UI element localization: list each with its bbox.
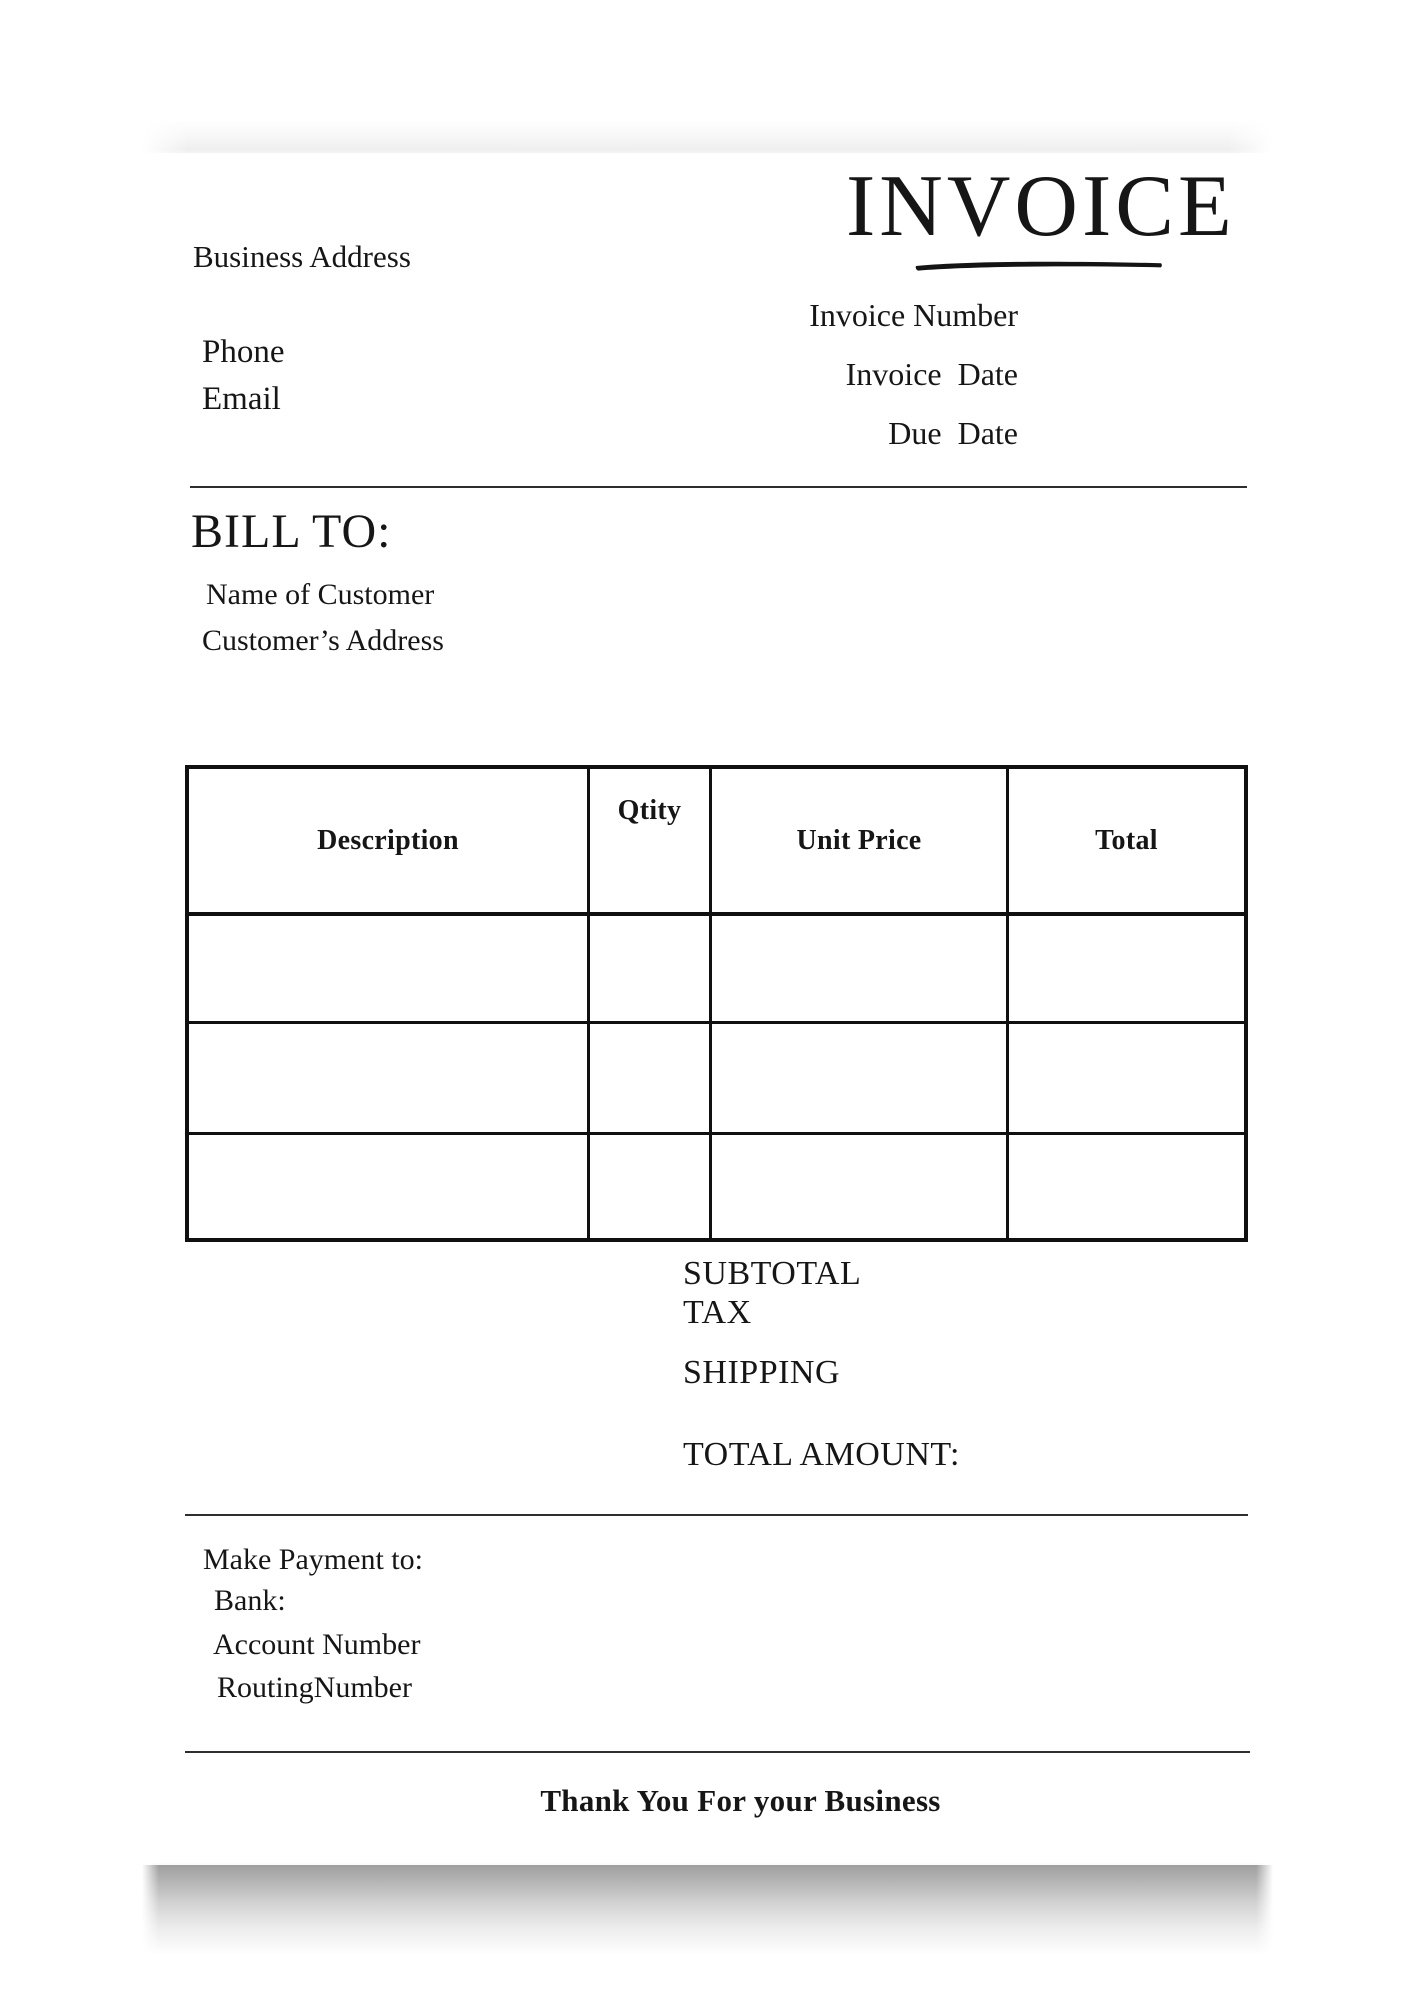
invoice-number-label: Invoice Number [809,297,1018,333]
header-divider-line [190,486,1247,488]
table-cell [712,916,1009,1024]
shipping-label: SHIPPING [683,1354,841,1391]
table-cell [712,1135,1009,1238]
page-top-edge [142,121,1273,153]
column-header-qtity: Qtity [590,769,712,916]
invoice-meta-block [650,286,1018,463]
column-header-total: Total [1009,769,1244,916]
tax-label: TAX [683,1294,752,1331]
column-header-unit-price: Unit Price [712,769,1009,916]
total-amount-label: TOTAL AMOUNT: [683,1436,960,1473]
page-title: INVOICE [846,158,1236,255]
footer-divider-line [185,1751,1250,1753]
table-cell [712,1024,1009,1135]
thank-you-message: Thank You For your Business [540,1783,941,1818]
invoice-date-label: Invoice Date [845,356,1018,392]
items-table [185,765,1248,1242]
customer-address-label: Customer’s Address [202,624,444,657]
table-cell [189,1024,590,1135]
table-cell [590,1135,712,1238]
customer-name-label: Name of Customer [206,578,435,611]
business-address-label: Business Address [193,239,411,274]
column-header-description: Description [189,769,590,916]
table-cell [1009,916,1244,1024]
due-date-label: Due Date [888,415,1018,451]
phone-label: Phone [202,334,285,370]
subtotal-label: SUBTOTAL [683,1255,862,1292]
email-label: Email [202,381,281,417]
page-bottom-shadow [142,1863,1273,1955]
account-number-label: Account Number [213,1628,421,1661]
bank-label: Bank: [214,1584,286,1617]
payment-divider-line [185,1514,1248,1516]
table-cell [189,1135,590,1238]
table-cell [590,916,712,1024]
table-cell [1009,1135,1244,1238]
routing-number-label: RoutingNumber [217,1671,412,1704]
table-cell [1009,1024,1244,1135]
table-cell [590,1024,712,1135]
title-underline-stroke [913,256,1165,274]
make-payment-label: Make Payment to: [203,1543,423,1576]
bill-to-heading: BILL TO: [191,505,392,558]
table-cell [189,916,590,1024]
